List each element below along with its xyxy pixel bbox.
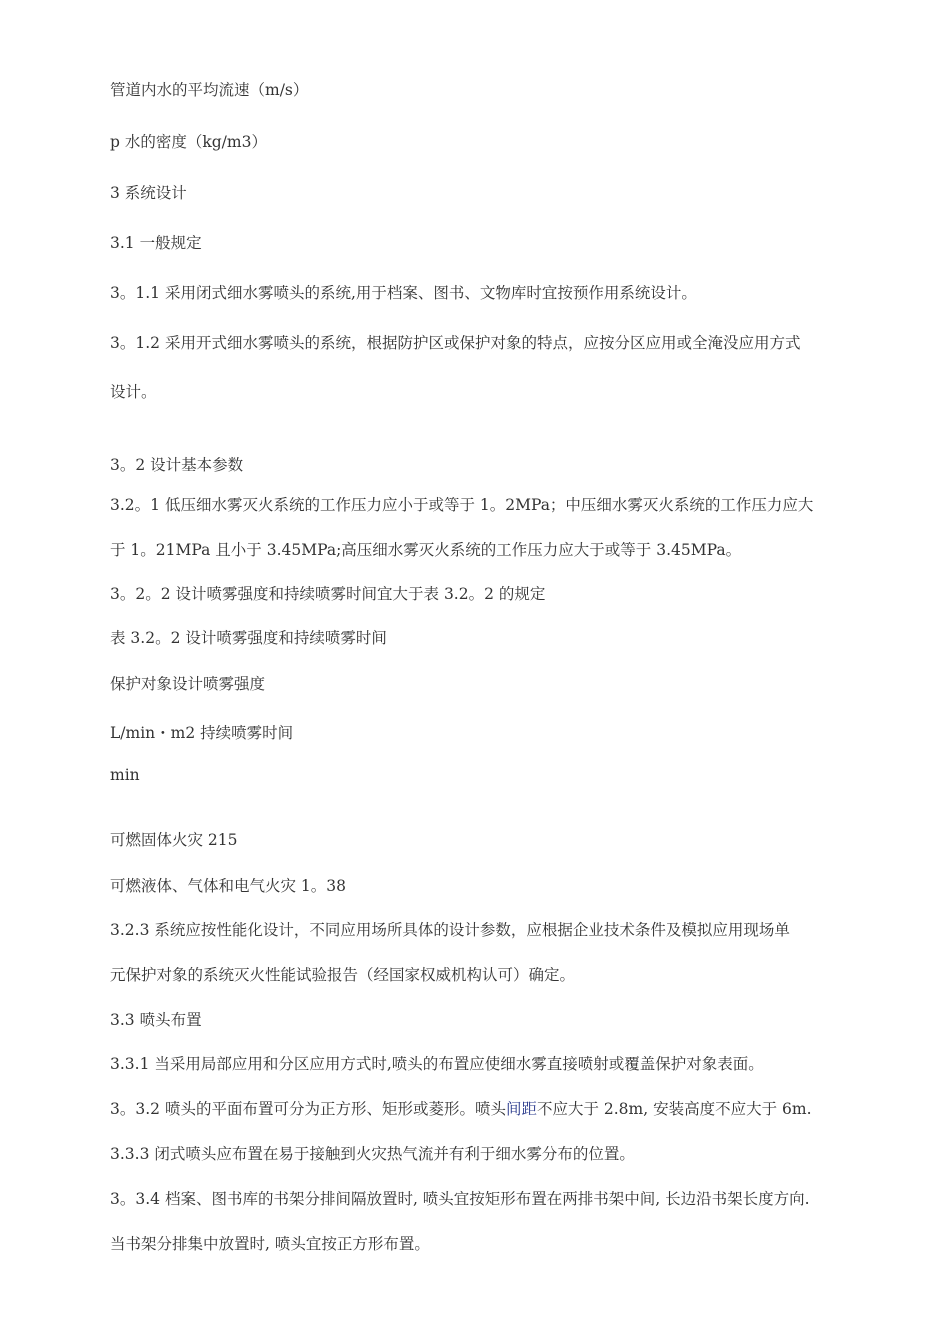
text-run: 不应大于 2.8m, 安装高度不应大于 6m. xyxy=(536,1100,812,1118)
text-run: 3。3.2 喷头的平面布置可分为正方形、矩形或菱形。喷头 xyxy=(110,1100,506,1118)
text-line: 3.3.1 当采用局部应用和分区应用方式时,喷头的布置应使细水雾直接喷射或覆盖保护对象表面。 xyxy=(110,1055,764,1073)
table-row: 可燃固体火灾 215 xyxy=(110,831,238,849)
subsection-heading: 3.3 喷头布置 xyxy=(110,1011,202,1029)
text-line: 元保护对象的系统灭火性能试验报告（经国家权威机构认可）确定。 xyxy=(110,966,576,984)
text-line: 3.2.3 系统应按性能化设计，不同应用场所具体的设计参数，应根据企业技术条件及模拟应用现场单 xyxy=(110,921,790,939)
text-line: 3。2。2 设计喷雾强度和持续喷雾时间宜大于表 3.2。2 的规定 xyxy=(110,585,546,603)
section-heading: 3 系统设计 xyxy=(110,184,187,202)
text-line xyxy=(110,1099,812,1119)
text-line: 3.2。1 低压细水雾灭火系统的工作压力应小于或等于 1。2MPa；中压细水雾灭火系统的工作压力应大 xyxy=(110,496,814,514)
text-line: 当书架分排集中放置时, 喷头宜按正方形布置。 xyxy=(110,1235,430,1253)
table-header: min xyxy=(110,766,140,784)
text-line: p 水的密度（kg/m3） xyxy=(110,133,267,151)
highlighted-term: 间距 xyxy=(505,1100,537,1118)
text-line: 设计。 xyxy=(110,383,157,401)
text-line: 管道内水的平均流速（m/s） xyxy=(110,81,309,99)
subsection-heading: 3.1 一般规定 xyxy=(110,234,202,252)
text-line: 3。3.4 档案、图书库的书架分排间隔放置时, 喷头宜按矩形布置在两排书架中间, 长边沿书架长度方向. xyxy=(110,1190,810,1208)
table-row: 可燃液体、气体和电气火灾 1。38 xyxy=(110,877,347,895)
text-line: 3.3.3 闭式喷头应布置在易于接触到火灾热气流并有利于细水雾分布的位置。 xyxy=(110,1145,635,1163)
table-header: L/min・m2 持续喷雾时间 xyxy=(110,724,294,742)
table-caption: 表 3.2。2 设计喷雾强度和持续喷雾时间 xyxy=(110,629,387,647)
text-line: 于 1。21MPa 且小于 3.45MPa;高压细水雾灭火系统的工作压力应大于或等于 3.45MPa。 xyxy=(110,541,742,559)
text-line: 3。1.1 采用闭式细水雾喷头的系统,用于档案、图书、文物库时宜按预作用系统设计。 xyxy=(110,284,697,302)
subsection-heading: 3。2 设计基本参数 xyxy=(110,456,244,474)
text-line: 3。1.2 采用开式细水雾喷头的系统，根据防护区或保护对象的特点，应按分区应用或全淹没应用方式 xyxy=(110,334,801,352)
table-header: 保护对象设计喷雾强度 xyxy=(110,675,266,693)
